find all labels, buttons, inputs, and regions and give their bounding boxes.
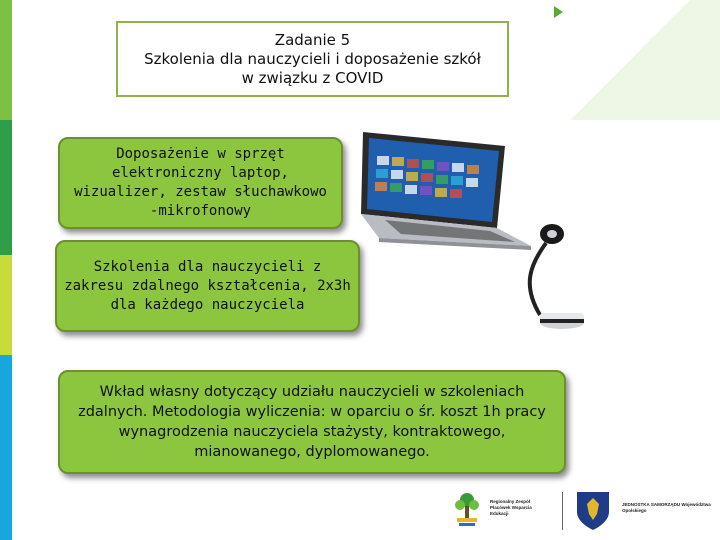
left-stripe-lime [0,255,12,355]
document-camera-image [510,215,585,335]
logo1-text: Regionalny Zespół Placówek Wsparcia Edukacji [490,499,532,516]
equipment-box [58,137,343,229]
equipment-text: Doposażenie w sprzęt elektroniczny laptop, wizualizer, zestaw słuchawkowo -mikrofonowy [74,146,327,219]
contribution-box [58,370,566,474]
laptop-image [355,128,535,253]
logo-divider [562,492,563,530]
corner-accent [540,0,720,120]
left-stripe-blue [0,355,12,540]
left-stripe-darkgreen [0,120,12,255]
contribution-text: Wkład własny dotyczący udziału nauczycieli w szkoleniach zdalnych. Metodologia wyliczenia: w oparciu o śr. koszt 1h pracy wynagrodzenia nauczyciela stażysty, kontraktowego, mianowanego, dyplomowanego. [78,384,546,460]
slide-title [116,21,509,97]
title-line-1: Zadanie 5 [274,30,351,49]
training-box [55,240,360,332]
left-stripe-green [0,0,12,120]
coat-of-arms-icon [575,490,611,532]
logo2-text: JEDNOSTKA SAMORZĄDU Województwa Opolskiego [622,502,711,513]
training-text: Szkolenia dla nauczycieli z zakresu zdalnego kształcenia, 2x3h dla każdego nauczyciela [64,258,351,313]
play-triangle-icon [554,6,563,18]
school-tree-logo-icon [452,490,482,530]
title-line-2: Szkolenia dla nauczycieli i doposażenie szkół [144,49,481,68]
title-line-3: w związku z COVID [241,68,384,87]
